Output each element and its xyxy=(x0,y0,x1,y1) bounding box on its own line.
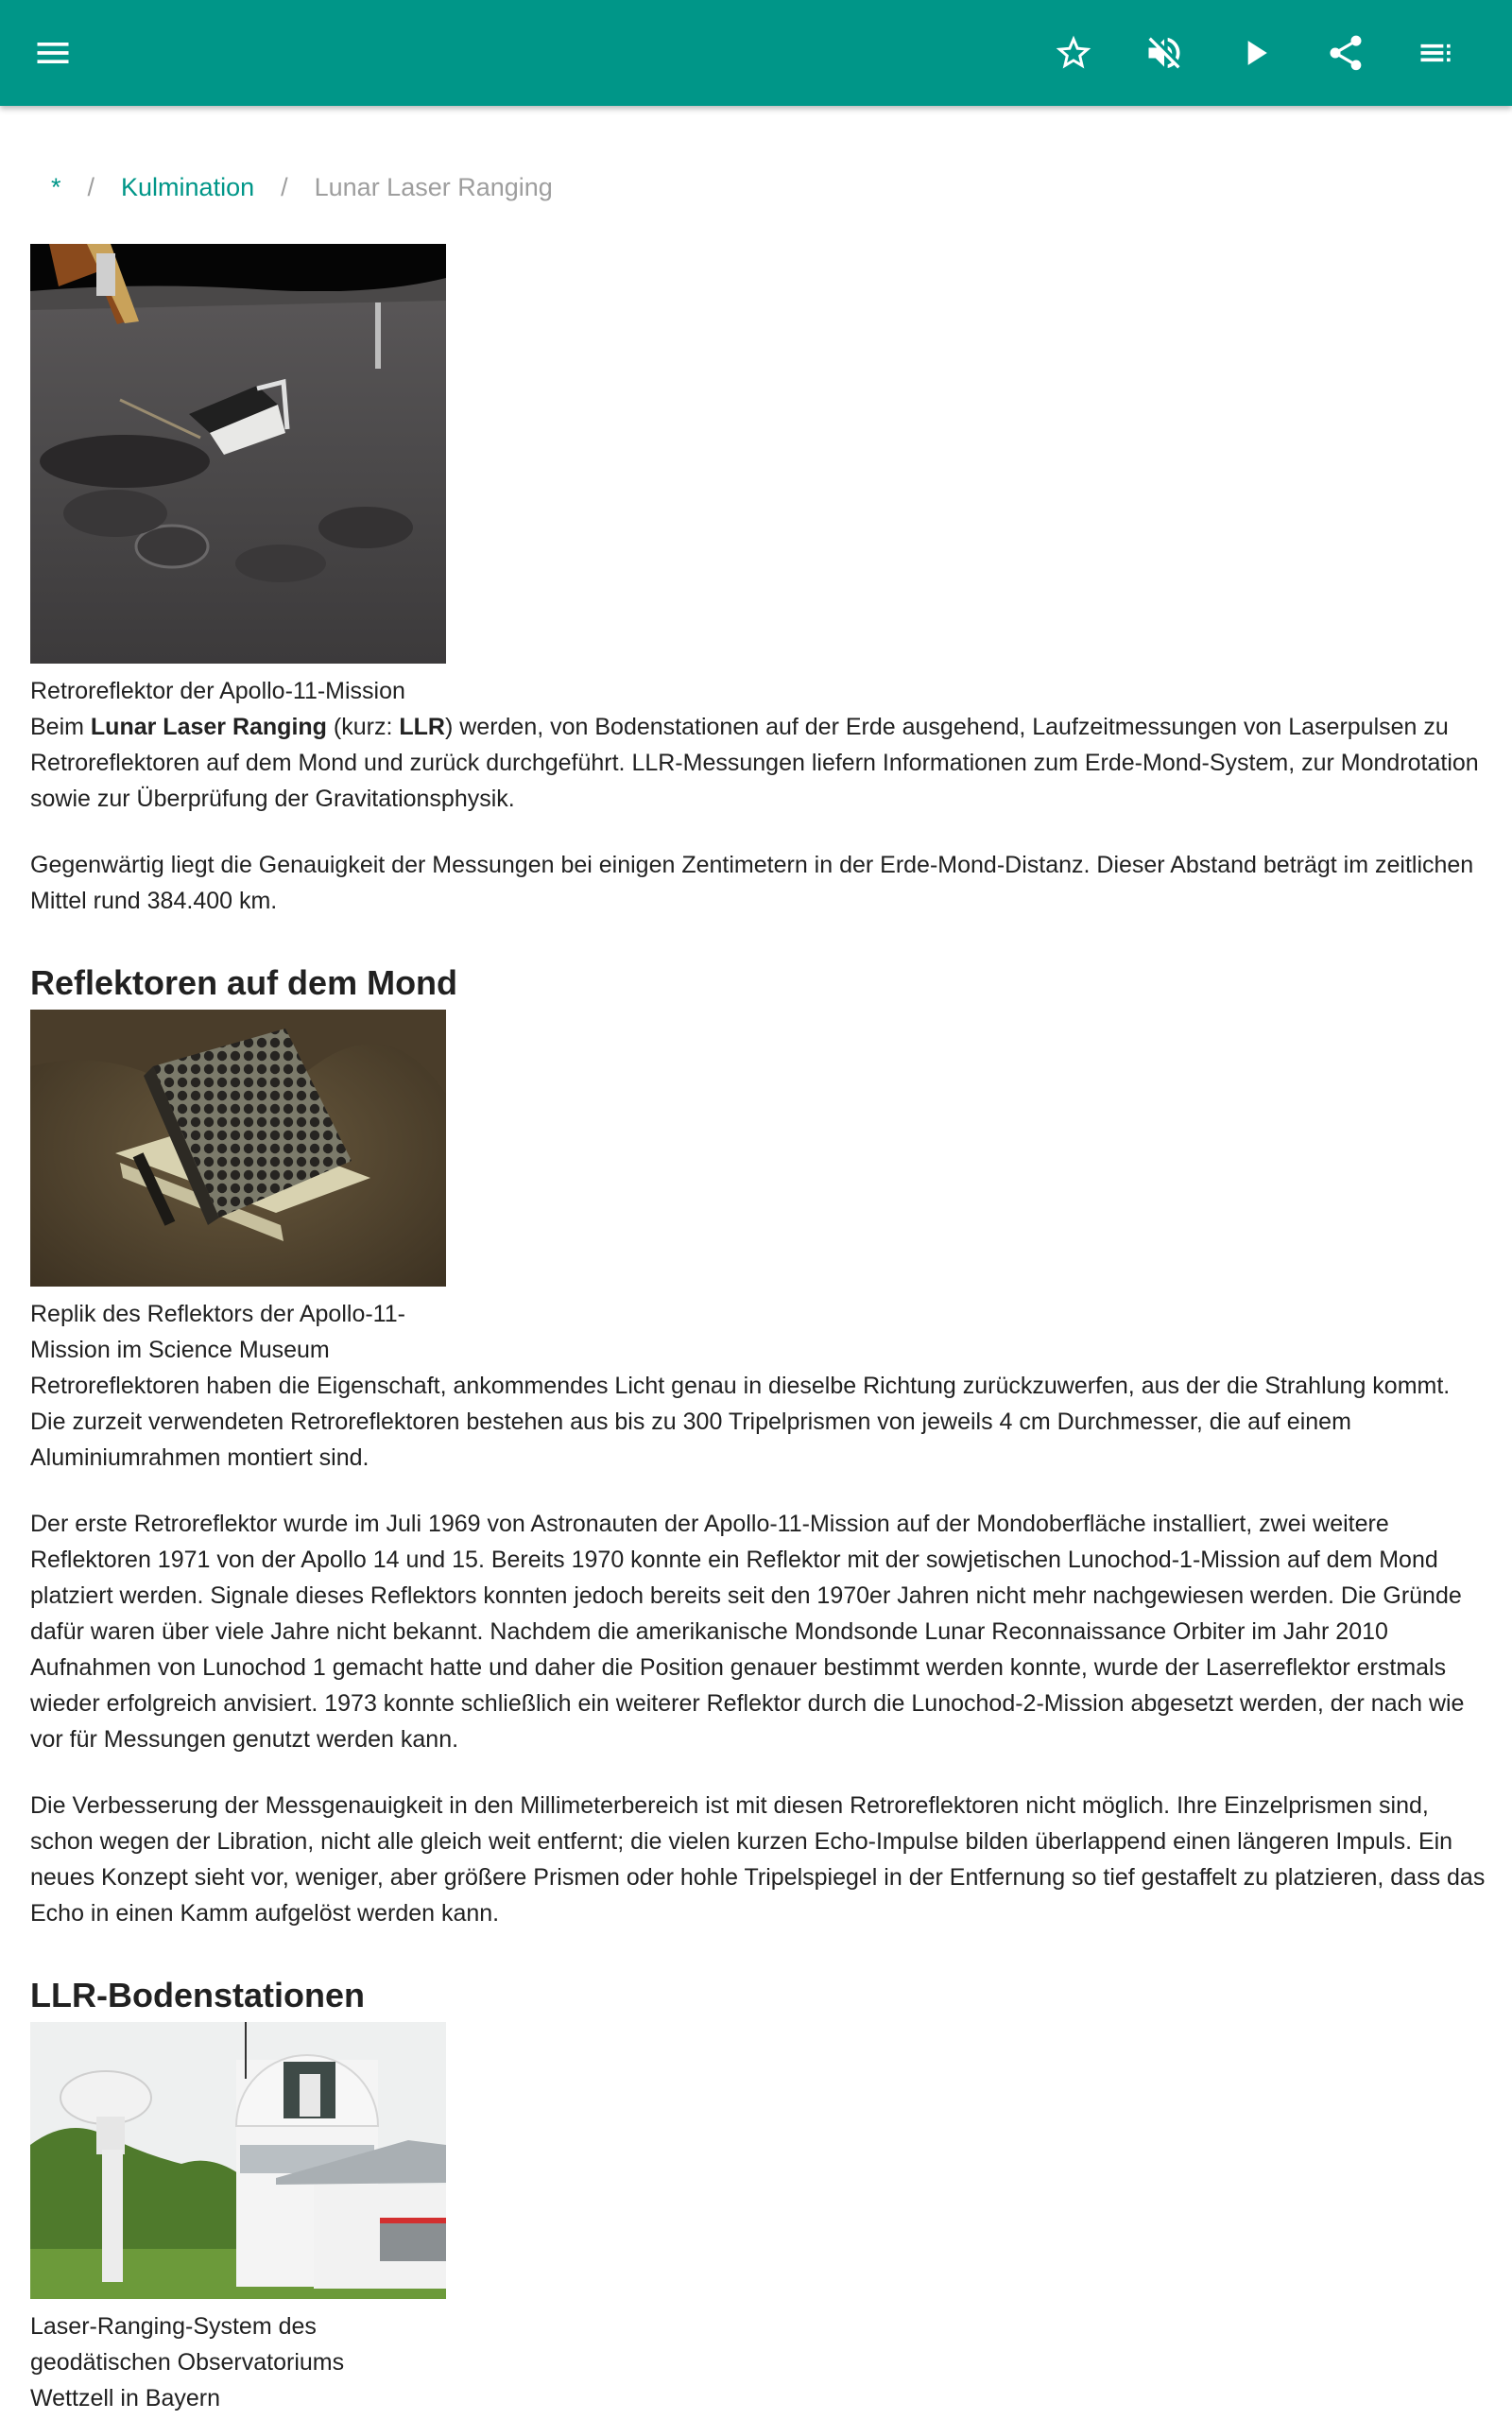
volume-off-icon xyxy=(1143,32,1185,74)
text-run: (kurz: xyxy=(326,714,400,740)
share-button[interactable] xyxy=(1319,26,1372,79)
share-icon xyxy=(1325,32,1366,74)
app-bar xyxy=(0,0,1512,106)
caption-line: Replik des Reflektors der Apollo-11- xyxy=(30,1301,405,1327)
table-of-contents-button[interactable] xyxy=(1410,26,1463,79)
section-heading-bodenstationen: LLR-Bodenstationen xyxy=(30,1976,365,2014)
figure-caption xyxy=(30,1296,446,1368)
figure-caption xyxy=(30,2308,446,2416)
reflektoren-paragraph-1: Retroreflektoren haben die Eigenschaft, ankommendes Licht genau in dieselbe Richtung zurückzuwerfen, aus der die Strahlung kommt. Die zurzeit verwendeten Retroreflektoren bestehen aus bis zu 300 Tripelprismen von jeweils 4 cm Durchmesser, die auf einem Aluminiumrahmen montiert sind. xyxy=(30,1373,1451,1471)
breadcrumb xyxy=(51,168,553,206)
figure-reflector-replica xyxy=(30,1010,1486,1368)
bookmark-button[interactable] xyxy=(1047,26,1100,79)
intro-paragraph-2: Gegenwärtig liegt die Genauigkeit der Messungen bei einigen Zentimetern in der Erde-Mond-Distanz. Dieser Abstand beträgt im zeitlichen Mittel rund 384.400 km. xyxy=(30,852,1474,914)
figure-caption: Retroreflektor der Apollo-11-Mission xyxy=(30,678,405,704)
breadcrumb-separator: / xyxy=(281,172,288,201)
playlist-icon xyxy=(1416,32,1457,74)
figure-wettzell-observatory xyxy=(30,2022,1486,2416)
caption-line: Mission im Science Museum xyxy=(30,1337,330,1363)
play-button[interactable] xyxy=(1228,26,1281,79)
wettzell-observatory-photo[interactable] xyxy=(30,2022,446,2299)
breadcrumb-parent-link[interactable]: Kulmination xyxy=(121,172,255,201)
cut-off-paragraph xyxy=(30,2416,1486,2420)
figure-apollo-retroreflector xyxy=(30,244,1486,709)
menu-icon xyxy=(32,32,74,74)
menu-button[interactable] xyxy=(26,26,79,79)
play-icon xyxy=(1234,32,1276,74)
text-run: Beim xyxy=(30,714,91,740)
star-outline-icon xyxy=(1053,32,1094,74)
section-heading-reflektoren: Reflektoren auf dem Mond xyxy=(30,963,458,1002)
term-llr: LLR xyxy=(399,714,445,740)
intro-paragraph xyxy=(30,709,1486,817)
text-run: ) werden, von Bodenstationen auf der Erde ausgehend, Laufzeitmessungen von Laserpulsen zu Retroreflektoren auf dem Mond und zurück durchgeführt. LLR-Messungen liefern Informationen zum Erde-Mond-System, zur Mondrotation sowie zur Überprüfung der Gravitationsphysik. xyxy=(30,714,1479,812)
reflektoren-paragraph-2: Der erste Retroreflektor wurde im Juli 1969 von Astronauten der Apollo-11-Mission auf der Mondoberfläche installiert, zwei weitere Reflektoren 1971 von der Apollo 14 und 15. Bereits 1970 konnte ein Reflektor mit der sowjetischen Lunochod-1-Mission auf dem Mond platziert werden. Signale dieses Reflektors konnten jedoch bereits seit den 1970er Jahren nicht mehr nachgewiesen werden. Die Gründe dafür waren über viele Jahre nicht bekannt. Nachdem die amerikanische Mondsonde Lunar Reconnaissance Orbiter im Jahr 2010 Aufnahmen von Lunochod 1 gemacht hatte und daher die Position genauer bestimmt werden konnte, wurde der Laserreflektor erstmals wieder erfolgreich anvisiert. 1973 konnte schließlich ein weiterer Reflektor durch die Lunochod-2-Mission abgesetzt werden, der nach wie vor für Messungen genutzt werden kann. xyxy=(30,1511,1465,1753)
breadcrumb-home-link[interactable]: * xyxy=(51,172,61,201)
breadcrumb-separator: / xyxy=(87,172,95,201)
caption-line: geodätischen Observatoriums xyxy=(30,2349,345,2376)
reflector-replica-photo[interactable] xyxy=(30,1010,446,1287)
breadcrumb-current: Lunar Laser Ranging xyxy=(314,172,553,201)
caption-line: Wettzell in Bayern xyxy=(30,2385,221,2411)
caption-line: Laser-Ranging-System des xyxy=(30,2313,317,2340)
term-lunar-laser-ranging: Lunar Laser Ranging xyxy=(90,714,327,740)
reflektoren-paragraph-3: Die Verbesserung der Messgenauigkeit in den Millimeterbereich ist mit diesen Retroreflektoren nicht möglich. Ihre Einzelprismen sind, schon wegen der Libration, nicht alle gleich weit entfernt; die vielen kurzen Echo-Impulse bilden überlappend einen längeren Impuls. Ein neues Konzept sieht vor, weniger, aber größere Prismen oder hohle Tripelspiegel in der Entfernung so tief gestaffelt zu platzieren, dass das Echo in einen Kamm aufgelöst werden kann. xyxy=(30,1792,1486,1927)
moon-retroreflector-photo[interactable] xyxy=(30,244,446,664)
article-content xyxy=(30,244,1486,2420)
mute-button[interactable] xyxy=(1138,26,1191,79)
